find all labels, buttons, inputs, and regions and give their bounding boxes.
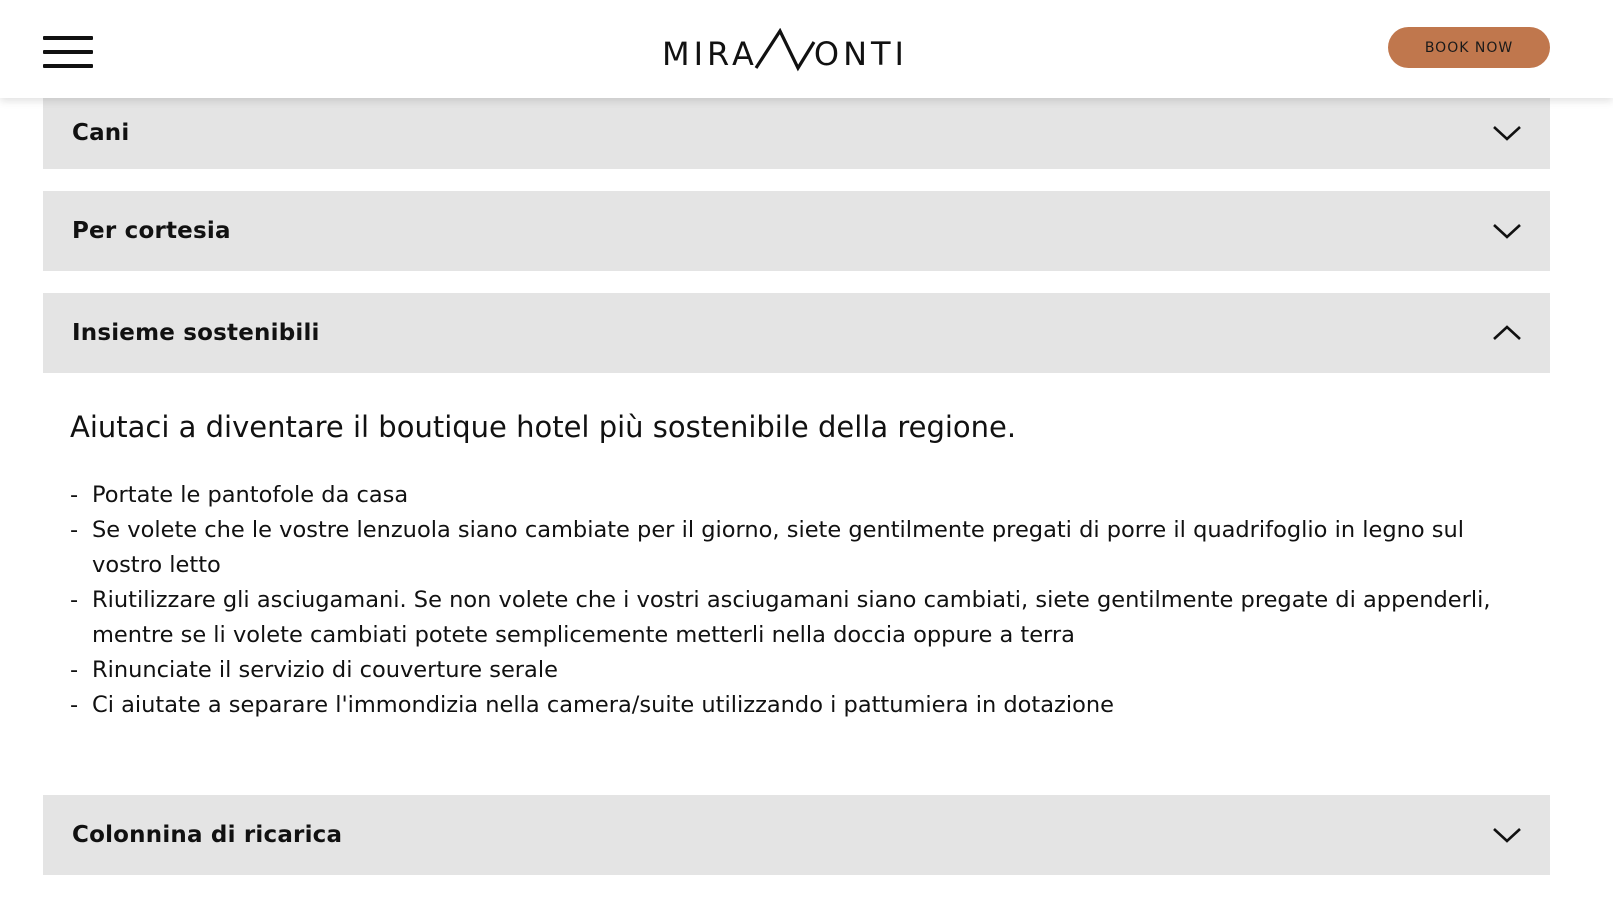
panel-intro: Aiutaci a diventare il boutique hotel più sostenibile della regione. xyxy=(70,410,1017,444)
brand-logo[interactable] xyxy=(662,26,908,74)
menu-bar xyxy=(43,50,93,54)
site-header xyxy=(0,0,1613,98)
list-item: - Rinunciate il servizio di couverture serale xyxy=(70,653,1510,688)
accordion-title: Per cortesia xyxy=(72,218,231,244)
menu-bar xyxy=(43,64,93,68)
list-item: - Ci aiutate a separare l'immondizia nella camera/suite utilizzando i pattumiera in dotazione xyxy=(70,688,1510,723)
mountain-logo-mark xyxy=(754,28,816,74)
logo-text-left: MIRA xyxy=(662,35,758,73)
chevron-down-icon xyxy=(1492,124,1522,142)
list-item: - Se volete che le vostre lenzuola siano cambiate per il giorno, siete gentilmente pregati di porre il quadrifoglio in legno sul vostro letto xyxy=(70,513,1510,583)
accordion-item-per-cortesia[interactable] xyxy=(43,191,1550,271)
chevron-down-icon xyxy=(1492,826,1522,844)
menu-bar xyxy=(43,36,93,40)
logo-text-right: ONTI xyxy=(813,35,908,73)
accordion-item-cani[interactable] xyxy=(43,97,1550,169)
hamburger-icon[interactable] xyxy=(43,36,93,68)
accordion-item-insieme-sostenibili[interactable] xyxy=(43,293,1550,373)
accordion-title: Insieme sostenibili xyxy=(72,320,320,346)
accordion-panel-insieme-sostenibili xyxy=(70,410,1510,723)
list-item: - Portate le pantofole da casa xyxy=(70,478,1510,513)
book-now-button[interactable]: BOOK NOW xyxy=(1388,27,1550,68)
list-item: - Riutilizzare gli asciugamani. Se non volete che i vostri asciugamani siano cambiati, siete gentilmente pregate di appenderli, mentre se li volete cambiati potete semplicemente metterli nella doccia oppure a terra xyxy=(70,583,1510,653)
sustainability-list xyxy=(70,478,1510,723)
accordion-title: Cani xyxy=(72,120,130,146)
accordion-item-colonnina-di-ricarica[interactable] xyxy=(43,795,1550,875)
accordion-title: Colonnina di ricarica xyxy=(72,822,343,848)
chevron-down-icon xyxy=(1492,222,1522,240)
chevron-up-icon xyxy=(1492,324,1522,342)
